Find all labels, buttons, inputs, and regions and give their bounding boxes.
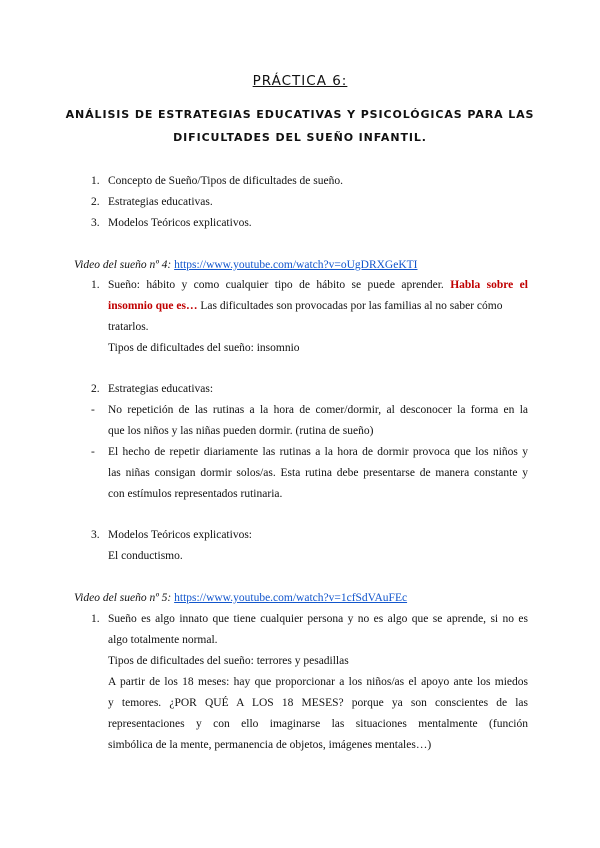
bullet-dash: - xyxy=(91,404,95,416)
paragraph-line: las niñas consigan dormir solos/as. Esta rutina debe presentarse de manera constante y xyxy=(108,467,528,479)
page-subtitle xyxy=(60,103,540,149)
paragraph-line: simbólica de la mente, permanencia de objetos, imágenes mentales…) xyxy=(108,739,432,751)
section-title: Modelos Teóricos explicativos: xyxy=(108,529,252,541)
paragraph-line: No repetición de las rutinas a la hora de comer/dormir, al desconocer la forma en la xyxy=(108,404,528,416)
index-number: 1. xyxy=(91,175,100,187)
paragraph-line: Sueño: hábito y como cualquier tipo de hábito se puede aprender. Habla sobre el xyxy=(108,279,528,291)
index-item: Modelos Teóricos explicativos. xyxy=(108,217,252,229)
bullet-dash: - xyxy=(91,446,95,458)
paragraph-line: Sueño es algo innato que tiene cualquier persona y no es algo que se aprende, si no es xyxy=(108,613,528,625)
subtitle-line: DIFICULTADES DEL SUEÑO INFANTIL. xyxy=(173,131,427,144)
subtitle-line: ANÁLISIS DE ESTRATEGIAS EDUCATIVAS Y PSICOLÓGICAS PARA LAS xyxy=(65,108,535,121)
paragraph-line: Tipos de dificultades del sueño: insomnio xyxy=(108,342,300,354)
paragraph-line: algo totalmente normal. xyxy=(108,634,218,646)
section-number: 3. xyxy=(91,529,100,541)
paragraph-line: con estímulos representados rutinaria. xyxy=(108,488,283,500)
video-label: Video del sueño nº 5: xyxy=(74,592,172,604)
paragraph-line: representaciones y con ello imaginarse las situaciones mentalmente (función xyxy=(108,718,528,730)
index-item: Estrategias educativas. xyxy=(108,196,213,208)
paragraph-line: que los niños y las niñas pueden dormir. (rutina de sueño) xyxy=(108,425,374,437)
video-5-heading xyxy=(74,590,407,606)
section-number: 1. xyxy=(91,613,100,625)
section-number: 2. xyxy=(91,383,100,395)
index-number: 3. xyxy=(91,217,100,229)
paragraph-line: insomnio que es… Las dificultades son provocadas por las familias al no saber cómo xyxy=(108,300,503,312)
paragraph-line: tratarlos. xyxy=(108,321,149,333)
paragraph-line: El conductismo. xyxy=(108,550,183,562)
video-5-link[interactable]: https://www.youtube.com/watch?v=1cfSdVAuFEc xyxy=(174,592,408,604)
index-item: Concepto de Sueño/Tipos de dificultades de sueño. xyxy=(108,175,343,187)
paragraph-line: A partir de los 18 meses: hay que proporcionar a los niños/as el apoyo ante los miedos xyxy=(108,676,528,688)
paragraph-line: El hecho de repetir diariamente las rutinas a la hora de dormir provoca que los niños y xyxy=(108,446,528,458)
video-4-link[interactable]: https://www.youtube.com/watch?v=oUgDRXGeKTI xyxy=(174,259,418,271)
paragraph-line: Tipos de dificultades del sueño: terrores y pesadillas xyxy=(108,655,349,667)
highlighted-text: Habla sobre el xyxy=(450,279,528,291)
video-4-heading xyxy=(74,257,418,273)
index-number: 2. xyxy=(91,196,100,208)
section-number: 1. xyxy=(91,279,100,291)
highlighted-text: insomnio que es… xyxy=(108,300,198,312)
page-title: PRÁCTICA 6: xyxy=(252,73,348,89)
video-label: Video del sueño nº 4: xyxy=(74,259,172,271)
section-title: Estrategias educativas: xyxy=(108,383,214,395)
paragraph-line: y temores. ¿POR QUÉ A LOS 18 MESES? porque ya son conscientes de las xyxy=(108,697,528,709)
